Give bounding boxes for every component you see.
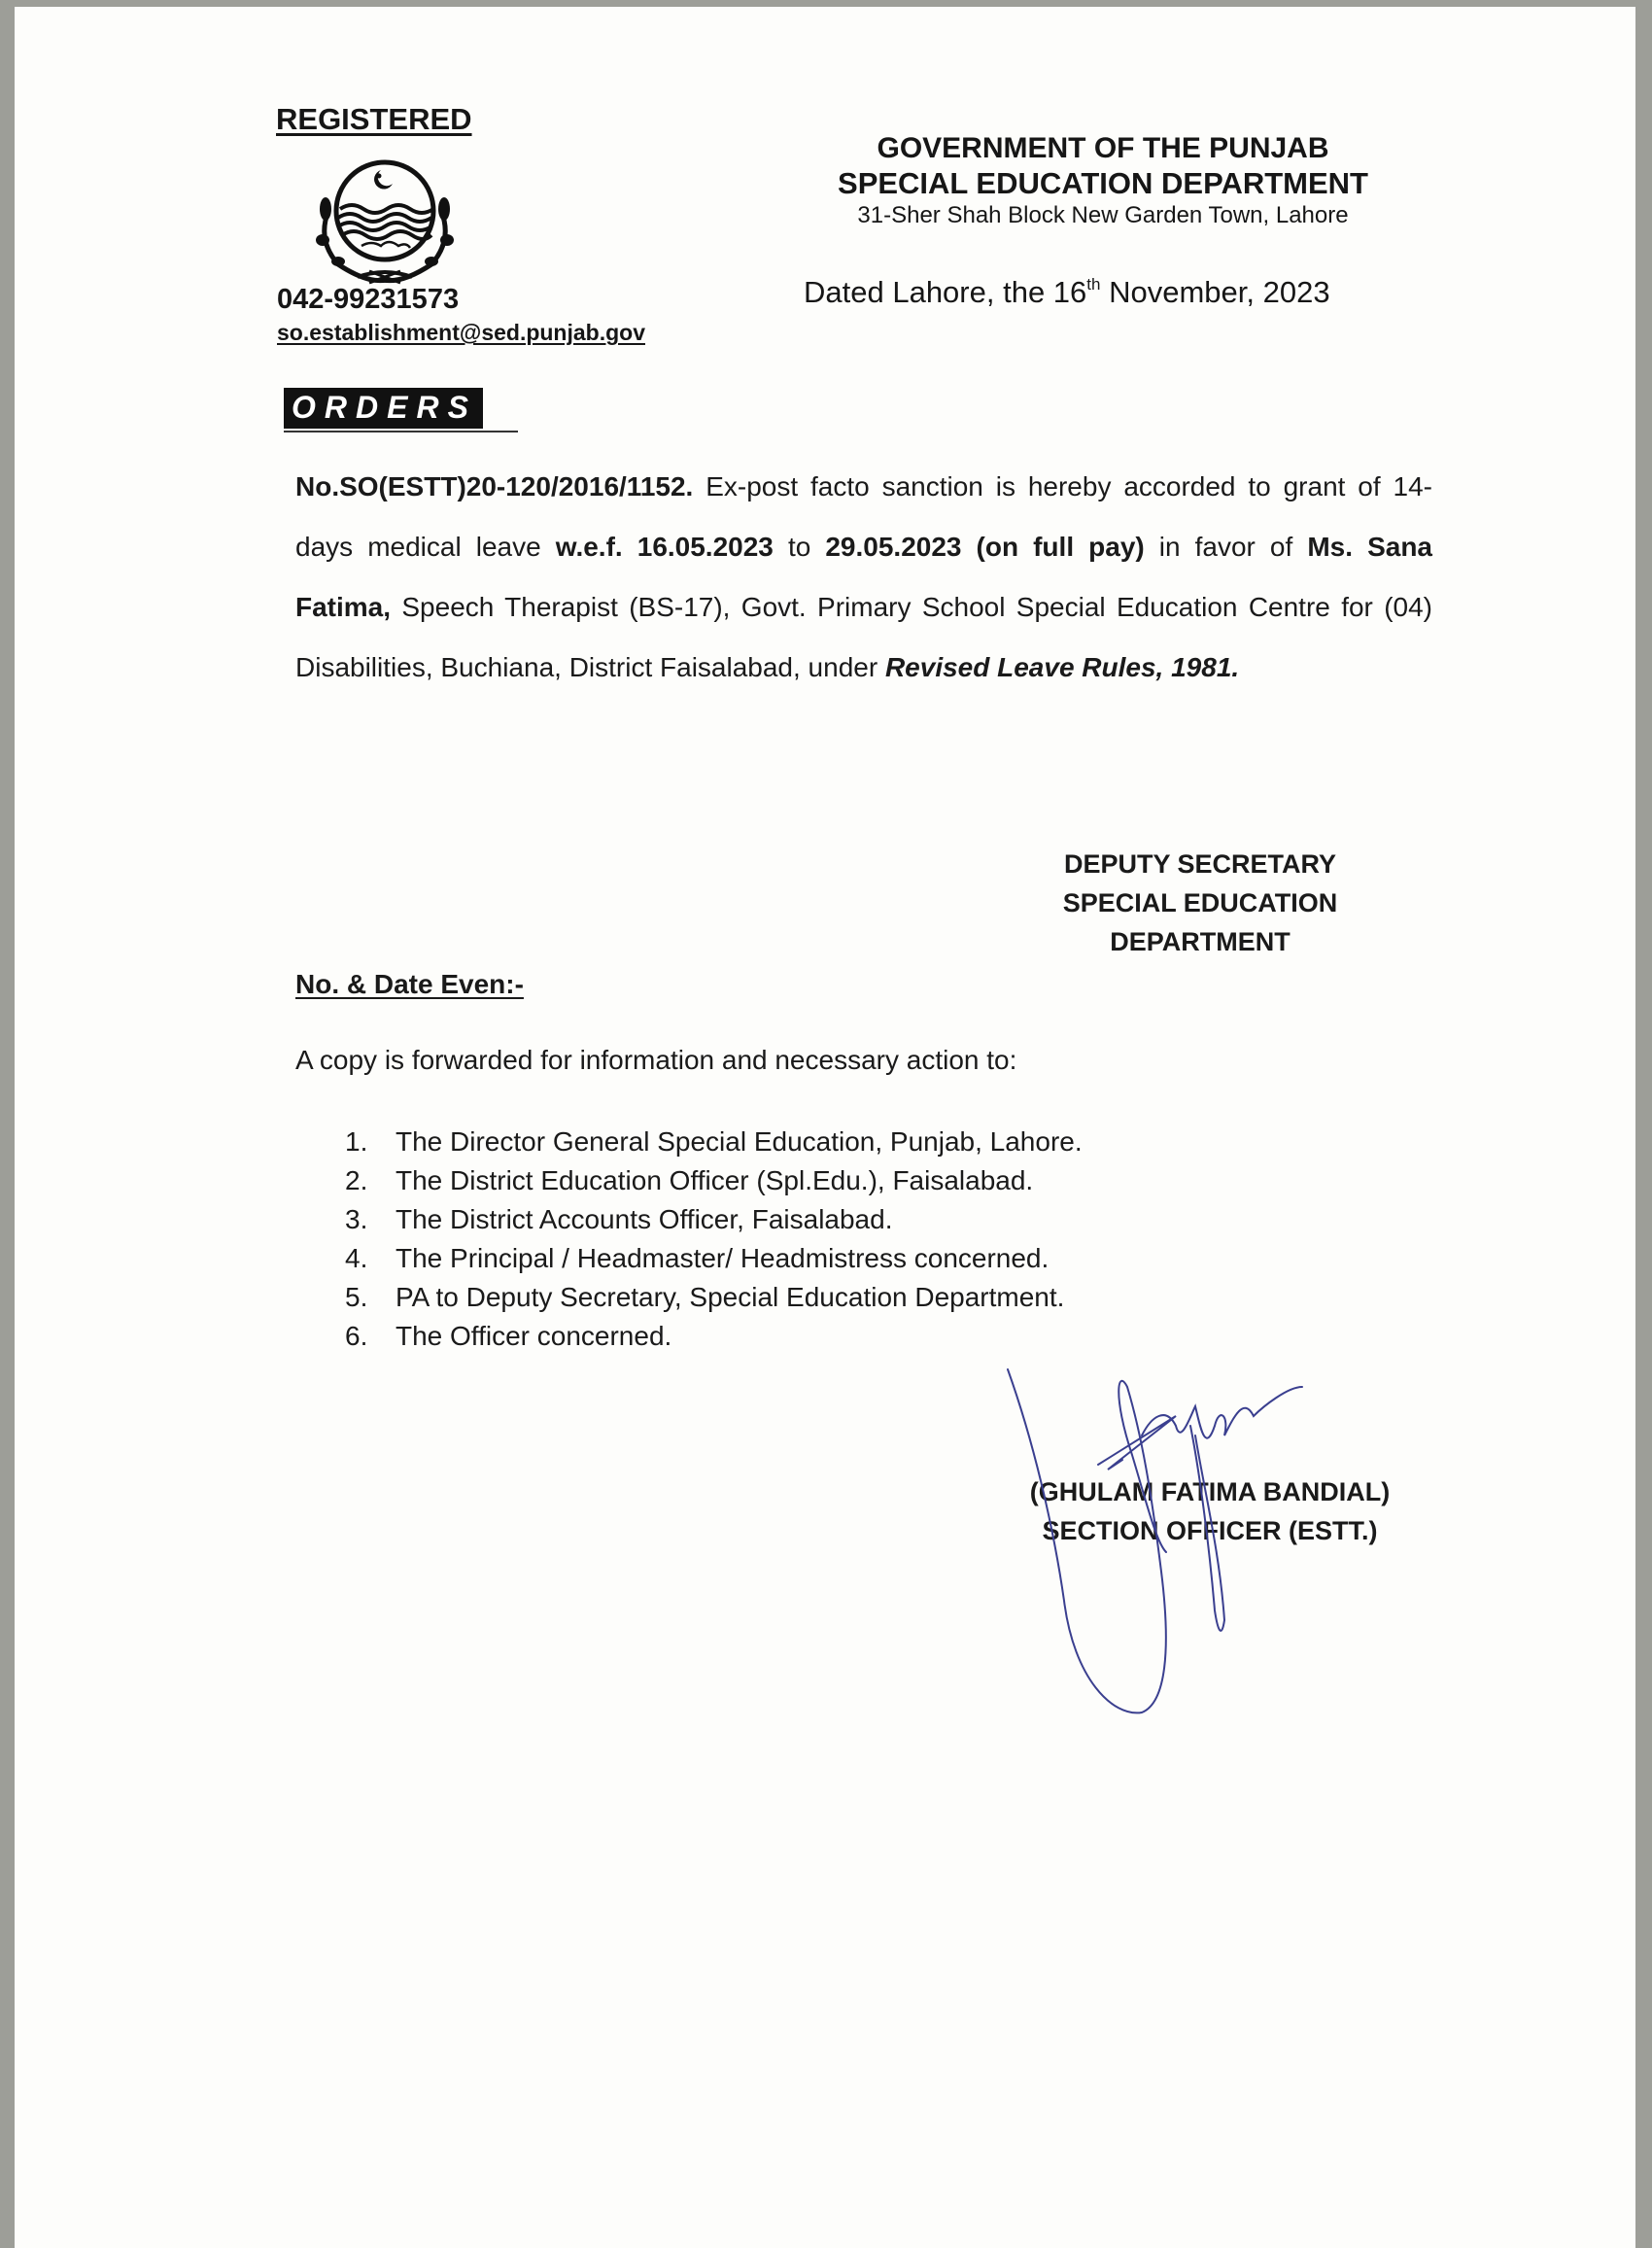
no-date-even-heading: No. & Date Even:- [295, 969, 524, 999]
phone-number: 042-99231573 [277, 284, 460, 315]
document-page [15, 7, 1635, 2248]
recipient-text: The Director General Special Education, Punjab, Lahore. [396, 1126, 1083, 1157]
orders-heading: ORDERS [284, 388, 483, 429]
signatory-block [1015, 1472, 1404, 1550]
order-text: Speech Therapist (BS-17), Govt. Primary School Special Education Centre for (04) Disabilities, Buchiana, District Faisalabad, under [295, 592, 1432, 682]
list-number: 3. [345, 1204, 368, 1234]
list-number: 1. [345, 1126, 368, 1157]
list-item [345, 1123, 1083, 1161]
recipient-text: The District Accounts Officer, Faisalabad. [396, 1204, 893, 1234]
orders-underline [284, 431, 518, 432]
list-number: 4. [345, 1243, 368, 1273]
department-title: SPECIAL EDUCATION DEPARTMENT [838, 166, 1368, 200]
email-link[interactable]: so.establishment@sed.punjab.gov [277, 320, 645, 345]
signoff-line: DEPARTMENT [1110, 927, 1291, 956]
order-reference-number: No.SO(ESTT)20-120/2016/1152. [295, 471, 694, 501]
recipient-text: The Principal / Headmaster/ Headmistress concerned. [396, 1243, 1050, 1273]
government-of-punjab-emblem-icon [299, 153, 469, 289]
list-item [345, 1278, 1083, 1317]
list-item [345, 1239, 1083, 1278]
recipient-text: The Officer concerned. [396, 1321, 672, 1351]
signatory-designation: SECTION OFFICER (ESTT.) [1042, 1516, 1378, 1545]
letterhead-block [782, 131, 1424, 230]
signoff-line: DEPUTY SECRETARY [1063, 849, 1337, 879]
copy-forwarded-intro: A copy is forwarded for information and necessary action to: [295, 1045, 1017, 1075]
leave-start-date: w.e.f. 16.05.2023 [555, 532, 774, 562]
order-text: Ex-post facto sanction is hereby accorded to grant of 14-days medical leave [295, 471, 1432, 562]
recipient-list [345, 1123, 1083, 1356]
list-number: 6. [345, 1321, 368, 1351]
deputy-secretary-signoff [1015, 845, 1385, 961]
list-number: 2. [345, 1165, 368, 1195]
document-date [804, 275, 1330, 310]
registered-label: REGISTERED [276, 102, 472, 136]
order-text: in favor of [1144, 532, 1308, 562]
list-item [345, 1200, 1083, 1239]
department-address: 31-Sher Shah Block New Garden Town, Lahore [857, 202, 1349, 228]
list-item [345, 1161, 1083, 1200]
employee-name: Ms. Sana Fatima, [295, 532, 1432, 622]
list-item [345, 1317, 1083, 1356]
date-ordinal: th [1086, 275, 1101, 294]
leave-rules-reference: Revised Leave Rules, 1981. [884, 652, 1240, 682]
list-number: 5. [345, 1282, 368, 1312]
date-suffix: November, 2023 [1100, 275, 1330, 309]
date-prefix: Dated Lahore, the 16 [804, 275, 1087, 309]
order-paragraph [295, 457, 1432, 698]
signoff-line: SPECIAL EDUCATION [1062, 888, 1338, 917]
order-text: to [773, 532, 826, 562]
leave-end-date: 29.05.2023 (on full pay) [825, 532, 1145, 562]
recipient-text: The District Education Officer (Spl.Edu.), Faisalabad. [396, 1165, 1034, 1195]
recipient-text: PA to Deputy Secretary, Special Education Department. [396, 1282, 1065, 1312]
government-title: GOVERNMENT OF THE PUNJAB [877, 132, 1329, 164]
signatory-name: (GHULAM FATIMA BANDIAL) [1029, 1477, 1391, 1506]
